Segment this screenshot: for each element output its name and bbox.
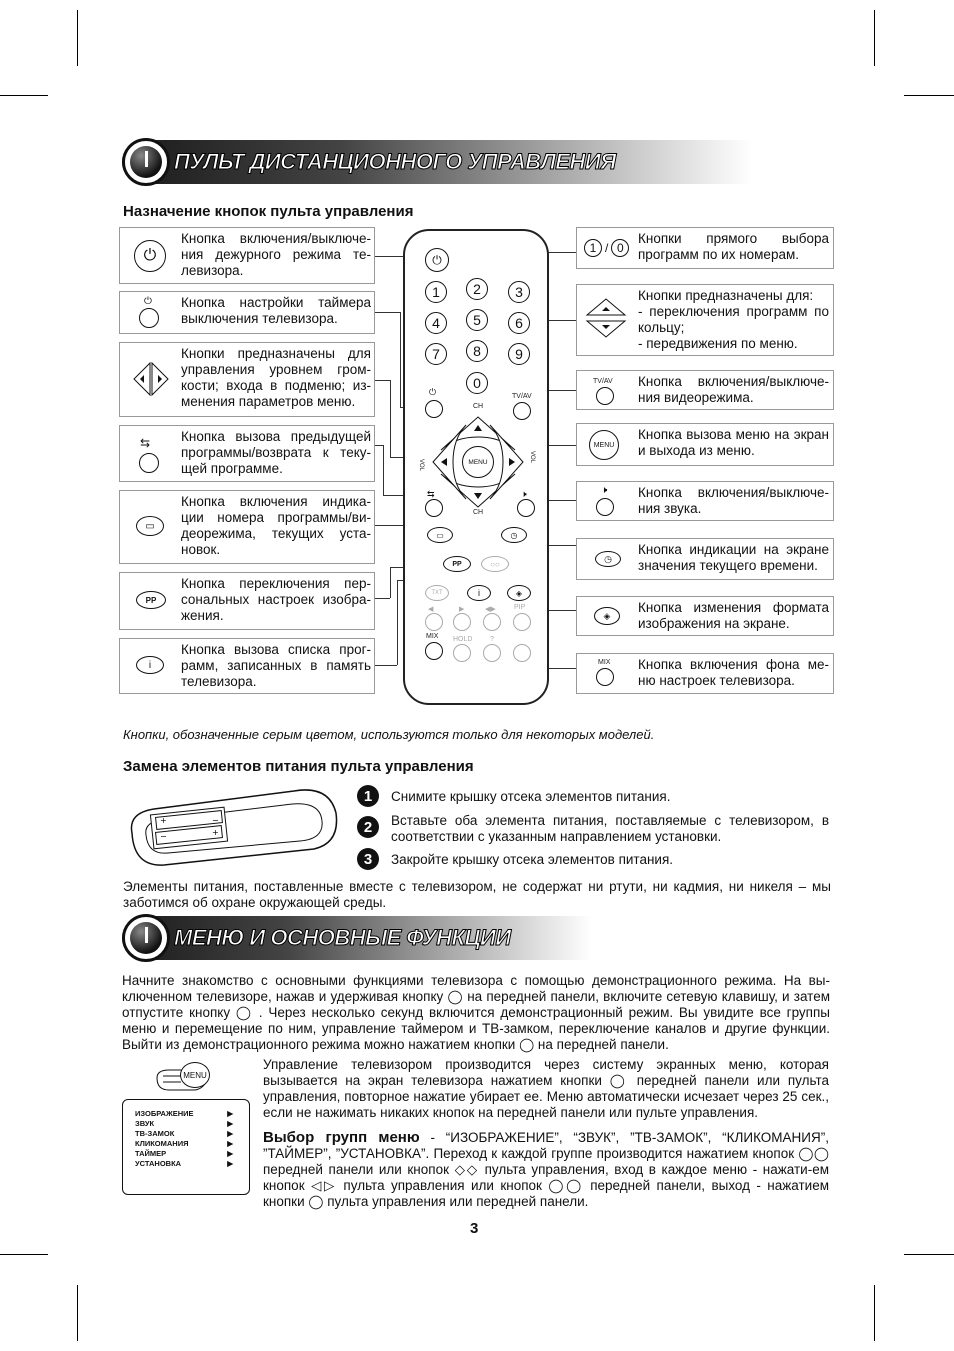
info-box-tvav xyxy=(576,370,834,410)
timer-button-icon xyxy=(139,308,159,328)
section-banner-remote xyxy=(122,140,752,184)
remote-mix-button[interactable] xyxy=(425,642,443,660)
remote-digit-3[interactable]: 3 xyxy=(508,281,530,303)
timer-icon: ⏻ xyxy=(144,296,152,307)
info-box-volume xyxy=(119,342,375,417)
remote-battery-illustration xyxy=(124,783,340,869)
buttons-heading: Назначение кнопок пульта управления xyxy=(123,203,414,220)
connector xyxy=(375,665,397,666)
connector xyxy=(375,312,400,313)
connector xyxy=(390,567,391,598)
pip-label: PIP xyxy=(514,604,526,611)
menu-item: ИЗОБРАЖЕНИЕ ▶ xyxy=(135,1109,233,1118)
info-icon: i xyxy=(136,656,164,674)
remote-display-button[interactable]: ▭ xyxy=(427,527,453,543)
menu-hand-button: MENU xyxy=(180,1062,210,1088)
step-1-number: 1 xyxy=(357,785,379,807)
box-text: Кнопка включения фона ме-ню настроек телевизора. xyxy=(638,657,829,688)
tvav-label: TV/AV xyxy=(512,393,532,400)
box-text: Кнопки предназначены для управления уровнем гром-кости; входа в подменю; из-менения параметров меню. xyxy=(181,346,371,409)
connector xyxy=(549,390,576,391)
box-text: Кнопка индикации на экране значения текущего времени. xyxy=(638,542,829,573)
crop-mark xyxy=(874,1285,875,1341)
ch-label: CH xyxy=(473,403,484,410)
box-text: Кнопка вызова меню на экран и выхода из меню. xyxy=(638,427,829,458)
connector xyxy=(397,580,398,665)
crop-mark xyxy=(77,1285,78,1341)
box-text: Кнопки предназначены для: - переключения программ по кольцу; - передвижения по меню. xyxy=(638,288,829,351)
mix-button-icon xyxy=(596,668,614,686)
connector xyxy=(383,445,384,495)
swap-icon: ⇆ xyxy=(140,436,151,450)
digits-icon: 1 / 0 xyxy=(584,239,629,257)
crop-mark xyxy=(904,95,954,96)
step-2-text: Вставьте оба элемента питания, поставляемые с телевизором, в соответствии с указанным направлением установки. xyxy=(391,813,829,844)
timer-symbol-icon: ⏻ xyxy=(429,387,437,397)
mix-label: MIX xyxy=(426,633,439,640)
remote-pp-button[interactable]: PP xyxy=(443,556,471,572)
eco-note: Элементы питания, поставленные вместе с телевизором, не содержат ни ртути, ни кадмия, ни никеля – мы заботимся об охране окружающей среды. xyxy=(123,879,831,910)
menu-item: ЗВУК ▶ xyxy=(135,1119,233,1128)
remote-clock-button[interactable]: ◷ xyxy=(501,527,527,543)
box-text: Кнопка вызова списка прог-рамм, записанных в память телевизора. xyxy=(181,642,371,689)
hand-pressing-menu-illustration xyxy=(155,1060,215,1096)
box-text: Кнопка изменения формата изображения на экране. xyxy=(638,600,829,631)
box-text: Кнопка включения индика-ции номера программы/ви-деорежима, текущих уста-новок. xyxy=(181,494,371,557)
remote-digit-9[interactable]: 9 xyxy=(508,343,530,365)
remote-gray-btn-d[interactable] xyxy=(513,613,531,631)
info-box-digits xyxy=(576,227,834,269)
menu-item: ТАЙМЕР ▶ xyxy=(135,1149,233,1158)
menu-item: УСТАНОВКА ▶ xyxy=(135,1159,233,1168)
menu-item: КЛИКОМАНИЯ ▶ xyxy=(135,1139,233,1148)
svg-text:−: − xyxy=(212,816,219,825)
swap-button-icon xyxy=(139,453,159,473)
remote-digit-7[interactable]: 7 xyxy=(425,343,447,365)
remote-gray-btn-e[interactable] xyxy=(513,644,531,662)
question-label: ? xyxy=(490,636,494,643)
crop-mark xyxy=(904,1254,954,1255)
mute-button-icon xyxy=(596,498,614,516)
remote-gray-btn-a[interactable] xyxy=(425,613,443,631)
power-knob-icon xyxy=(122,914,170,962)
svg-text:+: + xyxy=(160,816,167,825)
remote-question-button[interactable] xyxy=(483,644,501,662)
swap-symbol-icon: ⇆ xyxy=(427,489,435,499)
step-3-number: 3 xyxy=(357,848,379,870)
info-box-pp xyxy=(119,572,375,630)
speaker-icon: 🕨 xyxy=(601,485,608,496)
gray-arrow-right: ▶ xyxy=(459,606,465,613)
page-number: 3 xyxy=(470,1220,479,1237)
menu-screen-illustration xyxy=(122,1099,250,1195)
tvav-button-icon xyxy=(596,387,614,405)
crop-mark xyxy=(874,10,875,66)
remote-gray-btn-c[interactable] xyxy=(483,613,501,631)
step-3-text: Закройте крышку отсека элементов питания. xyxy=(391,852,674,867)
menu-item: ТВ-ЗАМОК ▶ xyxy=(135,1129,233,1138)
groups-paragraph xyxy=(263,1130,829,1210)
remote-digit-4[interactable]: 4 xyxy=(425,312,447,334)
box-text: Кнопка настройки таймера выключения телевизора. xyxy=(181,295,371,326)
section-title: ПУЛЬТ ДИСТАНЦИОННОГО УПРАВЛЕНИЯ xyxy=(174,149,616,174)
remote-power-button[interactable]: ⏻ xyxy=(425,248,449,272)
section-banner-menu xyxy=(122,916,592,960)
remote-digit-0[interactable]: 0 xyxy=(466,372,488,394)
remote-digit-5[interactable]: 5 xyxy=(466,309,488,331)
gray-note: Кнопки, обозначенные серым цветом, используются только для некоторых моделей. xyxy=(123,727,655,742)
tvav-label: TV/AV xyxy=(593,378,613,385)
connector xyxy=(549,500,576,501)
remote-mute-button[interactable] xyxy=(517,499,535,517)
info-box-timer xyxy=(119,291,375,334)
crop-mark xyxy=(0,1254,48,1255)
format-icon: ◈ xyxy=(594,607,620,625)
remote-digit-2[interactable]: 2 xyxy=(466,278,488,300)
connector xyxy=(375,380,390,381)
connector xyxy=(400,312,401,407)
connector xyxy=(549,445,576,446)
connector xyxy=(549,668,576,669)
intro-paragraph: Начните знакомство с основными функциями телевизора с помощью демонстрационного режима. На вы-ключенном телевизоре, нажав и удерживая кнопку ◯ на передней панели, включите сетевую клавишу, и затем отпустите кнопку ◯ . Через несколько секунд включится демонстрационный режим. Вы увидите все группы меню и перемещение по ним, управление таймером и ТВ-замком, переключение каналов и другие функции. Выйти из демонстрационного режима можно нажатием кнопки ◯ на передней панели. xyxy=(122,973,830,1052)
remote-info-button[interactable]: i xyxy=(467,585,491,601)
step-1-text: Снимите крышку отсека элементов питания. xyxy=(391,789,671,804)
remote-digit-6[interactable]: 6 xyxy=(508,312,530,334)
info-box-format xyxy=(576,596,834,636)
crop-mark xyxy=(77,10,78,66)
speaker-symbol-icon: 🕨 xyxy=(521,489,527,499)
info-box-power xyxy=(119,227,375,284)
remote-digit-8[interactable]: 8 xyxy=(466,340,488,362)
connector xyxy=(375,445,383,446)
info-box-list xyxy=(119,638,375,694)
gray-arrow-left: ◀ xyxy=(428,606,434,613)
info-box-display xyxy=(119,490,375,564)
mix-label: MIX xyxy=(598,659,611,666)
connector xyxy=(375,598,390,599)
info-box-menu xyxy=(576,423,834,466)
connector xyxy=(549,610,576,611)
remote-control xyxy=(403,229,549,705)
crop-mark xyxy=(0,95,48,96)
remote-gray-btn-b[interactable] xyxy=(453,613,471,631)
remote-swap-button[interactable] xyxy=(425,499,443,517)
groups-label: Выбор групп меню xyxy=(263,1129,420,1146)
box-text: Кнопка переключения пер-сональных настроек изобра-жения. xyxy=(181,576,371,623)
box-text: Кнопки прямого выбора программ по их номерам. xyxy=(638,231,829,262)
info-box-mix xyxy=(576,653,834,694)
power-icon: ⏻ xyxy=(134,240,166,272)
info-box-prev-program xyxy=(119,425,375,482)
svg-text:−: − xyxy=(160,832,167,841)
connector xyxy=(549,320,576,321)
step-2-number: 2 xyxy=(357,816,379,838)
info-box-clock xyxy=(576,538,834,580)
remote-digit-1[interactable]: 1 xyxy=(425,281,447,303)
ch-label-bottom: CH xyxy=(473,509,484,516)
remote-format-button[interactable]: ◈ xyxy=(507,585,531,601)
info-box-channel xyxy=(576,284,834,356)
clock-icon: ◷ xyxy=(595,551,621,567)
gray-arrows-both: ◀▶ xyxy=(485,606,496,613)
svg-text:+: + xyxy=(212,828,219,837)
menu-paragraph: Управление телевизором производится через систему экранных меню, которая вызывается на экран телевизора нажатием кнопки ◯ передней панели или пульта управления, повторное нажатие убирает ее. Меню автоматически исчезает через 25 сек., если не нажимать никаких кнопок на передней панели или пульте управления. xyxy=(263,1057,829,1120)
groups-text: - “ИЗОБРАЖЕНИЕ”, “ЗВУК”, ”ТВ-ЗАМОК”, “КЛИКОМАНИЯ”, ”ТАЙМЕР”, ”УСТАНОВКА”. Переход к каждой группе производится нажатием кнопок ◯◯ передней панели или кнопок ◇◇ пульта управления, вход в каждое меню - нажати-ем кнопок ◁▷ пульта управления или кнопок ◯◯ передней панели, выход - нажатием кнопки ◯ пульта управления или передней панели. xyxy=(263,1130,829,1209)
vol-label-left: VOL xyxy=(418,459,424,472)
display-icon: ▭ xyxy=(136,516,164,536)
battery-heading: Замена элементов питания пульта управления xyxy=(123,758,474,775)
pp-icon: PP xyxy=(136,591,166,609)
volume-arrows-icon xyxy=(130,359,172,399)
remote-gray-button[interactable]: ○○ xyxy=(481,556,509,572)
connector xyxy=(549,545,576,546)
box-text: Кнопка включения/выключе-ния дежурного режима те-левизора. xyxy=(181,231,371,278)
section-title: МЕНЮ И ОСНОВНЫЕ ФУНКЦИИ xyxy=(174,925,511,950)
menu-button-icon: MENU xyxy=(589,430,619,460)
channel-arrows-icon xyxy=(583,295,629,346)
hold-label: HOLD xyxy=(453,636,473,643)
info-box-mute xyxy=(576,481,834,521)
remote-txt-button[interactable]: TXT xyxy=(425,585,449,601)
power-knob-icon xyxy=(122,138,170,186)
remote-menu-button[interactable]: MENU xyxy=(462,446,494,478)
box-text: Кнопка вызова предыдущей программы/возврата к теку-щей программе. xyxy=(181,429,371,476)
connector xyxy=(390,380,391,457)
vol-label-right: VOL xyxy=(529,451,535,464)
dpad xyxy=(431,415,525,509)
box-text: Кнопка включения/выключе-ния звука. xyxy=(638,485,829,516)
remote-hold-button[interactable] xyxy=(453,644,471,662)
box-text: Кнопка включения/выключе-ния видеорежима. xyxy=(638,374,829,405)
